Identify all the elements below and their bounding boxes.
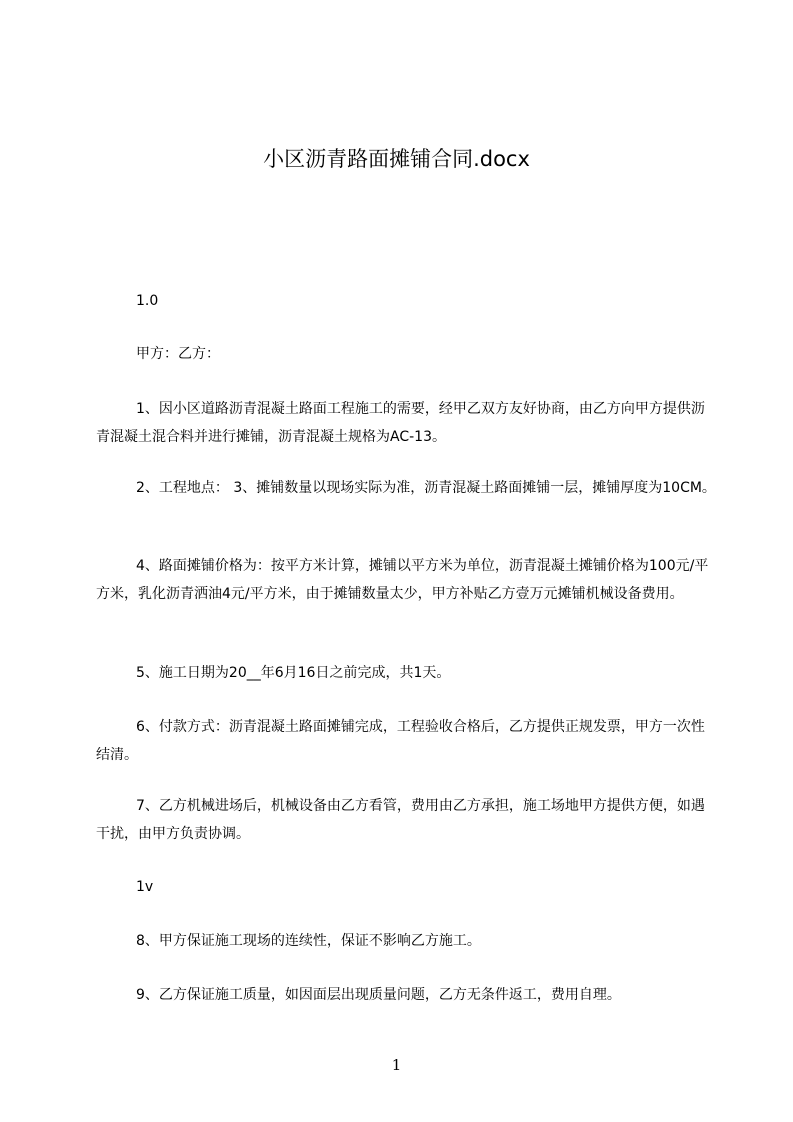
paragraph-clause-2-3 <box>96 474 716 502</box>
paragraph-clause-5 <box>96 659 716 687</box>
paragraph-text: 7、乙方机械进场后，机械设备由乙方看管，费用由乙方承担，施工场地甲方提供方便，如遇干扰，由甲方负责协调。 <box>96 798 705 842</box>
paragraph-text: 1v <box>136 879 154 895</box>
paragraph-text: 8、甲方保证施工现场的连续性，保证不影响乙方施工。 <box>136 933 481 949</box>
paragraph-clause-4 <box>96 552 716 608</box>
paragraph-clause-9 <box>96 981 716 1009</box>
document-title: 小区沥青路面摊铺合同.docx <box>263 147 530 171</box>
paragraph-version <box>96 287 716 315</box>
paragraph-clause-6 <box>96 713 716 769</box>
paragraph-text: 1.0 <box>136 293 159 309</box>
paragraph-parties <box>96 340 716 368</box>
paragraph-marker <box>96 873 716 901</box>
paragraph-text: 9、乙方保证施工质量，如因面层出现质量问题，乙方无条件返工，费用自理。 <box>136 987 621 1003</box>
paragraph-clause-8 <box>96 927 716 955</box>
paragraph-text: 甲方：乙方： <box>136 346 220 362</box>
paragraph-text: 1、因小区道路沥青混凝土路面工程施工的需要，经甲乙双方友好协商，由乙方向甲方提供沥青混凝土混合料并进行摊铺，沥青混凝土规格为AC-13。 <box>96 401 705 445</box>
paragraph-clause-1 <box>96 395 716 451</box>
paragraph-clause-7 <box>96 792 716 848</box>
page-number: 1 <box>391 1056 402 1074</box>
paragraph-text: 4、路面摊铺价格为：按平方米计算，摊铺以平方米为单位，沥青混凝土摊铺价格为100元/平方米，乳化沥青洒油4元/平方米，由于摊铺数量太少，甲方补贴乙方壹万元摊铺机械设备费用。 <box>96 558 709 602</box>
paragraph-text: 6、付款方式：沥青混凝土路面摊铺完成，工程验收合格后，乙方提供正规发票，甲方一次性结清。 <box>96 719 705 763</box>
paragraph-text: 2、工程地点： 3、摊铺数量以现场实际为准，沥青混凝土路面摊铺一层，摊铺厚度为10CM。 <box>136 480 716 496</box>
paragraph-text: 5、施工日期为20__年6月16日之前完成，共1天。 <box>136 665 451 681</box>
